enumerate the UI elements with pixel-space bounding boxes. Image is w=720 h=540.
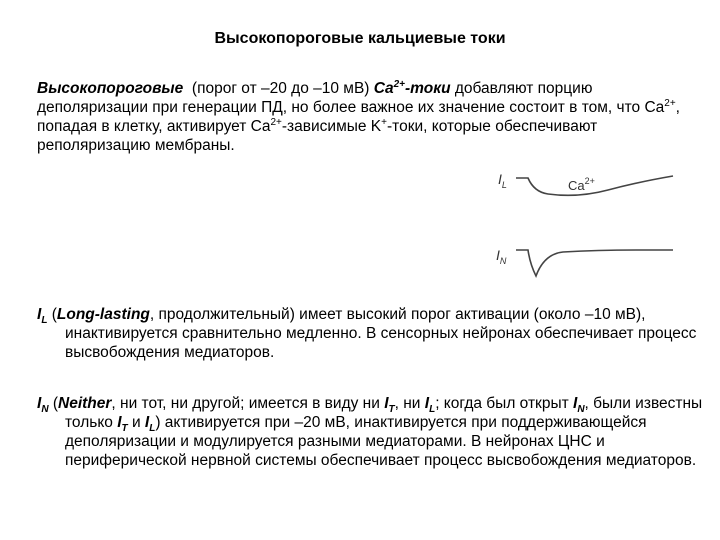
il-term: Long-lasting [56, 306, 150, 323]
intro-term: Высокопороговые [37, 80, 184, 97]
in-trace-label: $I_N$ [496, 247, 507, 266]
intro-paragraph: Высокопороговые (порог от –20 до –10 мВ) $Ca^{2+}$-токи добавляют порцию деполяризации при генерации ПД, но более важное их значение состоит в том, что $Ca^{2+}$, попадая в клетку, активирует $Ca^{2+}$-зависимые K+-токи, которые обеспечивают реполяризацию мембраны. [37, 78, 680, 154]
intro-text-2: , попадая в клетку, активирует Ca [37, 99, 680, 135]
it-symbol-2: $I_T$ [117, 414, 128, 435]
il-symbol-2: $I_L$ [144, 414, 156, 435]
current-traces-svg [488, 164, 698, 294]
intro-text-3: -зависимые K [281, 118, 382, 135]
intro-ca-current: $Ca^{2+}$-токи [373, 78, 451, 97]
ca-trace-label: $Ca^{2+}$ [568, 176, 595, 193]
intro-text-4: -токи, которые обеспечивают реполяризацию мембраны. [37, 118, 598, 154]
current-traces-figure [488, 164, 698, 294]
in-symbol-inline: $I_N$ [573, 395, 585, 416]
il-text: , продолжительный) имеет высокий порог активации (около –10 мВ), инактивируется сравнительно медленно. В сенсорных нейронах обеспечивает процесс высвобождения медиаторов. [65, 306, 697, 361]
intro-text-1: добавляют порцию деполяризации при генерации ПД, но более важное их значение состоит в том, что Ca [37, 80, 665, 116]
page-title: Высокопороговые кальциевые токи [214, 30, 506, 47]
in-symbol: $I_N$ [37, 395, 49, 416]
in-paragraph: $I_N$ (Neither, ни тот, ни другой; имеется в виду ни $I_T$, ни $I_L$; когда был открыт $I_N$, были известны только $I_T$ и $I_L$) активируется при –20 мВ, инактивируется при поддерживающейся деполяризации и модулируется разными медиаторами. В нейронах ЦНС и периферической нервной системы обеспечивает процесс высвобождения медиаторов. [37, 395, 703, 469]
il-symbol: $I_L$ [37, 306, 48, 327]
in-text-end: ) активируется при –20 мВ, инактивируется при поддерживающейся деполяризации и модулируется разными медиаторами. В нейронах ЦНС и периферической нервной системы обеспечивает процесс высвобождения медиаторов. [65, 414, 697, 469]
intro-threshold: (порог от –20 до –10 мВ) [191, 80, 370, 97]
in-term: Neither [58, 395, 112, 412]
il-symbol-inline: $I_L$ [424, 395, 436, 416]
it-symbol: $I_T$ [384, 395, 395, 416]
in-text-1: , ни тот, ни другой; имеется в виду ни [111, 395, 385, 412]
il-paragraph: $I_L$ (Long-lasting, продолжительный) имеет высокий порог активации (около –10 мВ), инактивируется сравнительно медленно. В сенсорных нейронах обеспечивает процесс высвобождения медиаторов. [37, 306, 697, 361]
il-trace-label: $I_L$ [498, 171, 507, 190]
